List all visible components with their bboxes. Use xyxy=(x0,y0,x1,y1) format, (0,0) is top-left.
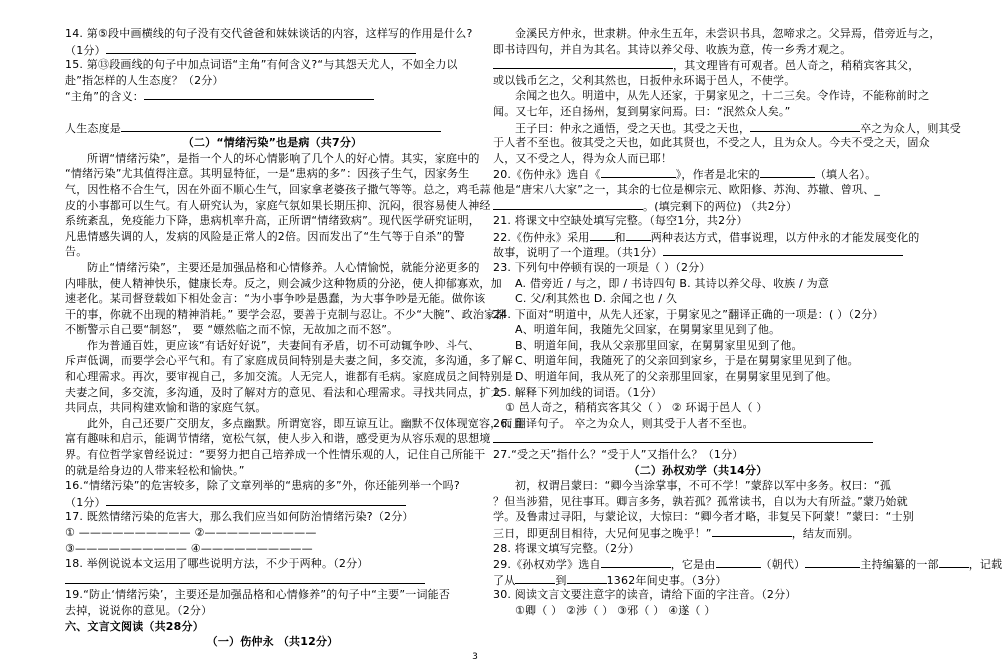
text-line xyxy=(493,353,903,369)
line-text: （一）伤仲永 （共12分） xyxy=(206,635,339,649)
line-text: 气，因性格不合生气，因在外面不顺心生气，回家拿老婆孩子撒气等等。总之，鸡毛蒜 xyxy=(65,182,491,196)
line-text: 即书诗四句，并自为其名。其诗以养父母、收族为意，传一乡秀才观之。 xyxy=(493,42,852,56)
line-text: （朝代） xyxy=(760,558,806,572)
answer-blank[interactable] xyxy=(106,42,416,54)
text-line xyxy=(65,73,480,89)
line-text: A. 借旁近 / 与之，即 / 书诗四句 B. 其诗以养父母、收族 / 为意 xyxy=(515,276,830,290)
text-line xyxy=(493,431,903,447)
text-line xyxy=(65,338,480,354)
line-text: 20.《伤仲永》选自《 xyxy=(493,168,601,182)
text-line xyxy=(65,587,480,603)
text-line xyxy=(493,416,903,432)
text-line xyxy=(65,57,480,73)
line-text: 16.“情绪污染”的危害较多，除了文章列举的“患病的多”外，你还能列举一个吗? xyxy=(65,479,460,493)
line-text: “主角”的含义： xyxy=(65,90,144,104)
text-line xyxy=(65,213,480,229)
text-line xyxy=(65,276,502,292)
line-text: ，结友而别。 xyxy=(791,527,859,540)
answer-blank[interactable] xyxy=(590,229,615,241)
line-text: 界。有位哲学家曾经说过：“要努力把自己培养成一个性情乐观的人，记住自己所能干 xyxy=(65,448,486,462)
text-line xyxy=(65,260,480,276)
line-text: 22.《伤仲永》采用 xyxy=(493,230,590,244)
text-line xyxy=(65,634,480,650)
text-line xyxy=(493,447,903,463)
text-line xyxy=(65,229,480,245)
text-line xyxy=(65,556,480,572)
text-line xyxy=(493,26,941,42)
text-line xyxy=(493,400,903,416)
line-text: （1分） xyxy=(65,43,106,57)
text-line xyxy=(65,135,480,151)
text-line xyxy=(65,166,480,182)
line-text: ，其文理皆有可观者。邑人奇之，稍稍宾客其父， xyxy=(673,59,920,73)
line-text: 人生态度是 xyxy=(65,121,121,135)
line-text: 21. 将课文中空缺处填写完整。（每空1分，共2分） xyxy=(493,214,748,228)
text-line xyxy=(493,57,920,73)
page-number: 3 xyxy=(472,652,478,662)
line-text: 王子曰：仲永之通悟，受之天也。其受之天也， xyxy=(515,121,751,135)
answer-blank[interactable] xyxy=(121,120,441,132)
answer-blank[interactable] xyxy=(805,556,860,568)
line-text: ，它是由 xyxy=(670,558,716,572)
text-line xyxy=(493,244,903,260)
answer-blank[interactable] xyxy=(567,572,607,584)
line-text: 1362年间史事。（3分） xyxy=(606,573,727,587)
text-line xyxy=(65,494,480,510)
line-text: 于人者不至也。彼其受之天也，如此其贤也，不受之人，且为众人。今夫不受之天，固众 xyxy=(493,136,930,150)
line-text: 所谓“情绪污染”，是指一个人的坏心情影响了几个人的好心情。其实，家庭中的 xyxy=(87,151,480,165)
line-text: 富有趣味和启示，能调节情绪，宽松气氛，使人步入和谐，感受更为从容乐观的思想境 xyxy=(65,432,491,446)
answer-blank[interactable] xyxy=(493,198,643,210)
text-line xyxy=(65,104,480,120)
text-line xyxy=(493,135,930,151)
text-line xyxy=(493,587,903,603)
text-line xyxy=(493,151,903,167)
line-text: 。(填完剩下的两位) （共2分） xyxy=(643,199,798,213)
text-line xyxy=(493,494,908,510)
line-text: 作为普通百姓，更应该“有话好好说”，夫妻间有矛盾，切不可动辄争吵、斗气、 xyxy=(87,338,480,352)
line-text: 27.“受之天”指什么？“受于人”又指什么？（1分） xyxy=(493,448,744,462)
answer-blank[interactable] xyxy=(515,572,555,584)
line-text: 内啡肽，使人精神快乐，健康长寿。反之，则会减少这种物质的分泌，使人抑郁寡欢，加 xyxy=(65,276,502,290)
answer-blank[interactable] xyxy=(144,88,374,100)
line-text: 主持编纂的一部 xyxy=(860,558,939,572)
line-text: 干的事，你就不出现的精神消耗。” 要学会忍，要善于克制与忍让。不少“大腕”、政治家都 xyxy=(65,307,507,321)
line-text: 告。 xyxy=(65,245,88,259)
line-text: ③—————————— ④—————————— xyxy=(65,541,313,555)
text-line xyxy=(65,120,480,136)
line-text: “情绪污染”尤其值得注意。其明显特征，一是“患病的多”：因孩子生气，因家务生 xyxy=(65,167,470,181)
answer-blank[interactable] xyxy=(493,57,673,69)
text-line xyxy=(65,509,480,525)
line-text: 六、文言文阅读（共28分） xyxy=(65,619,204,633)
text-line xyxy=(493,291,903,307)
text-line xyxy=(493,463,903,479)
text-line xyxy=(493,322,903,338)
text-line xyxy=(493,73,903,89)
text-line xyxy=(493,509,914,525)
line-text: （填人名）。 xyxy=(814,168,877,182)
line-text: 》，作者是北宋的 xyxy=(675,168,760,182)
text-line xyxy=(493,213,903,229)
answer-blank[interactable] xyxy=(750,120,860,132)
line-text: 人，又不受之人，得为众人而已耶！ xyxy=(493,151,673,165)
text-line xyxy=(493,385,903,401)
line-text: 14. 第⑤段中画横线的句子没有交代爸爸和妹妹谈话的内容，这样写的作用是什么? xyxy=(65,27,473,40)
line-text: 28. 将课文填写完整。（2分） xyxy=(493,541,640,555)
answer-blank[interactable] xyxy=(601,556,671,568)
line-text: 速老化。某司督登载如下相处金言：“为小事争吵是愚蠢，为大事争吵是无能。做你该 xyxy=(65,292,486,306)
text-line xyxy=(493,541,903,557)
line-text: 斥声低调，而要学会心平气和。有了家庭成员间特别是夫妻之间，多交流，多沟通，多了解 xyxy=(65,354,513,368)
answer-blank[interactable] xyxy=(760,166,815,178)
text-line xyxy=(493,104,903,120)
text-line xyxy=(65,572,480,588)
text-line xyxy=(493,120,962,136)
text-line xyxy=(65,307,507,323)
text-line xyxy=(493,88,930,104)
text-line xyxy=(493,42,903,58)
line-text: 到 xyxy=(555,573,567,587)
line-text: 初，权谓吕蒙曰：“卿今当涂掌事，不可不学！”蒙辞以军中多务。权曰：“孤 xyxy=(515,479,892,493)
line-text: 夫妻之间，多交流，多沟通，及时了解对方的意见、看法和心理需求。寻找共同点，扩大 xyxy=(65,385,502,399)
text-line xyxy=(65,619,480,635)
text-line xyxy=(493,369,903,385)
text-line xyxy=(493,556,1002,572)
line-text: 系统紊乱，免疫能力下降，患病机率升高，正所谓“情绪致病”。现代医学研究证明， xyxy=(65,214,480,228)
text-line xyxy=(493,182,903,198)
line-text: 23. 下列句中停顿有误的一项是（ ）（2分） xyxy=(493,260,711,274)
line-text: 金溪民方仲永，世隶耕。仲永生五年，未尝识书具，忽啼求之。父异焉，借旁近与之， xyxy=(515,27,941,40)
line-text: 17. 既然情绪污染的危害大，那么我们应当如何防治情绪污染?（2分） xyxy=(65,510,414,524)
text-line xyxy=(65,198,491,214)
line-text: 共同点，共同构建欢愉和谐的家庭气氛。 xyxy=(65,401,267,415)
text-line xyxy=(493,307,903,323)
text-line xyxy=(493,166,903,182)
line-text: 19.“防止‘情绪污染’，主要还是加强品格和心情修养”的句子中“主要”一词能否 xyxy=(65,588,451,602)
line-text: A、明道年间，我随先父回家，在舅舅家里见到了他。 xyxy=(515,323,781,337)
line-text: ，记载 xyxy=(968,558,1002,572)
line-text: ① —————————— ②—————————— xyxy=(65,526,317,539)
line-text: 余闻之也久。明道中，从先人还家，于舅家见之，十二三矣。令作诗，不能称前时之 xyxy=(515,89,930,103)
line-text: 了从 xyxy=(493,573,516,587)
answer-blank[interactable] xyxy=(626,229,651,241)
line-text: 的就是给身边的人带来轻松和愉快。” xyxy=(65,463,245,477)
right-column xyxy=(493,26,1002,619)
text-line xyxy=(65,478,480,494)
line-text: 26. 翻译句子。 卒之为众人，则其受于人者不至也。 xyxy=(493,416,754,430)
text-line xyxy=(493,572,903,588)
line-text: （二）孙权劝学（共14分） xyxy=(628,463,768,477)
text-line xyxy=(65,88,480,104)
text-line xyxy=(65,151,480,167)
text-line xyxy=(65,603,480,619)
answer-blank[interactable] xyxy=(712,525,792,537)
line-text: 凡患情感失调的人，发病的风险是正常人的2倍。因而发出了“生气等于自杀”的警 xyxy=(65,229,465,243)
line-text: 和心理需求。再次，要审视自己，多加交流。人无完人，谁都有毛病。家庭成员之间特别是 xyxy=(65,370,513,384)
text-line xyxy=(493,198,903,214)
line-text: 故事，说明了一个道理。（共1分） xyxy=(493,246,663,260)
text-line xyxy=(65,322,480,338)
text-line xyxy=(65,42,480,58)
text-line xyxy=(65,447,486,463)
line-text: 15. 第⑬段画线的句子中加点词语“主角”有何含义?“与其怨天尤人，不如全力以 xyxy=(65,58,458,72)
line-text: 皮的小事都可以生气。有人研究认为，家庭气氛如果长期压抑、沉闷，很容易使人神经 xyxy=(65,198,491,212)
line-text: C. 父/利其然也 D. 余闻之也 / 久 xyxy=(515,292,678,306)
text-line xyxy=(65,385,502,401)
answer-blank[interactable] xyxy=(939,556,969,568)
line-text: 他是“唐宋八大家”之一，其余的七位是柳宗元、欧阳修、苏洵、苏辙、曾巩、_ xyxy=(493,182,881,196)
text-line xyxy=(493,603,903,619)
text-line xyxy=(493,229,920,245)
answer-blank[interactable] xyxy=(106,494,406,506)
line-text: 或以钱币乞之，父利其然也，日扳仲永环谒于邑人，不使学。 xyxy=(493,73,796,87)
line-text: ① 邑人奇之，稍稍宾客其父（ ） ② 环谒于邑人（ ） xyxy=(505,401,768,415)
text-line xyxy=(493,276,903,292)
line-text: 两种表达方式，借事说理，以方仲永的才能发展变化的 xyxy=(650,230,920,244)
line-text: C、明道年间，我随死了的父亲回到家乡，于是在舅舅家里见到了他。 xyxy=(515,354,859,368)
line-text: （1分） xyxy=(65,495,106,509)
answer-blank[interactable] xyxy=(663,244,903,256)
text-line xyxy=(65,353,513,369)
text-line xyxy=(65,541,480,557)
text-line xyxy=(65,26,480,42)
text-line xyxy=(493,525,903,541)
line-text: ①卿（ ） ②涉（ ） ③邪（ ） ④遂（ ） xyxy=(515,603,716,617)
line-text: 30. 阅读文言文要注意字的读音，请给下面的字注音。（2分） xyxy=(493,588,797,602)
text-line xyxy=(65,182,491,198)
line-text: 29.《孙权劝学》选自 xyxy=(493,558,601,572)
line-text: 卒之为众人，则其受 xyxy=(860,121,962,135)
line-text: 18. 举例说说本文运用了哪些说明方法，不少于两种。（2分） xyxy=(65,557,369,571)
line-text: D、明道年间，我从死了的父亲那里回家，在舅舅家里见到了他。 xyxy=(515,370,838,384)
line-text: （二）“情绪污染”也是病（共7分） xyxy=(182,136,363,150)
text-line xyxy=(65,369,513,385)
answer-blank[interactable] xyxy=(65,572,425,584)
text-line xyxy=(65,291,486,307)
line-text: 不断警示自己要“制怒”， 要 “嫖然临之而不惊，无故加之而不怒”。 xyxy=(65,323,399,337)
text-line xyxy=(65,525,480,541)
line-text: 24. 下面对“明道中，从先人还家，于舅家见之”翻译正确的一项是：( ）（2分） xyxy=(493,307,884,321)
line-text: 防止“情绪污染”，主要还是加强品格和心情修养。人心情愉悦，就能分泌更多的 xyxy=(87,260,480,274)
line-text: 闻。又七年，还自扬州，复到舅家问焉。曰：“泯然众人矣。” xyxy=(493,104,791,118)
text-line xyxy=(493,260,903,276)
answer-blank[interactable] xyxy=(716,556,761,568)
text-line xyxy=(65,431,491,447)
line-text: 和 xyxy=(614,230,626,244)
line-text: 赴”指怎样的人生态度？（2分） xyxy=(65,73,224,87)
line-text: 三日，即更刮目相待，大兄何见事之晚乎！” xyxy=(493,527,712,540)
line-text: 此外，自己还要广交朋友，多点幽默。所谓宽容，即互谅互让。幽默不仅体现宽容，而且 xyxy=(87,416,524,430)
text-line xyxy=(493,338,903,354)
text-line xyxy=(65,416,524,432)
answer-blank[interactable] xyxy=(601,166,676,178)
line-text: 去掉，说说你的意见。（2分） xyxy=(65,603,213,617)
answer-blank[interactable] xyxy=(493,431,873,443)
line-text: 25. 解释下列加线的词语。（1分） xyxy=(493,385,663,399)
line-text: B、明道年间，我从父亲那里回家，在舅舅家里见到了他。 xyxy=(515,338,803,352)
line-text: ？但当涉猎，见往事耳。卿言多务，孰若孤？孤常读书，自以为大有所益。”蒙乃始就 xyxy=(493,494,908,508)
text-line xyxy=(65,244,480,260)
text-line xyxy=(65,463,480,479)
text-line xyxy=(493,478,903,494)
line-text: 学。及鲁肃过寻阳，与蒙论议，大惊曰：“卿今者才略，非复吴下阿蒙！”蒙曰：“士别 xyxy=(493,510,914,524)
text-line xyxy=(65,400,480,416)
